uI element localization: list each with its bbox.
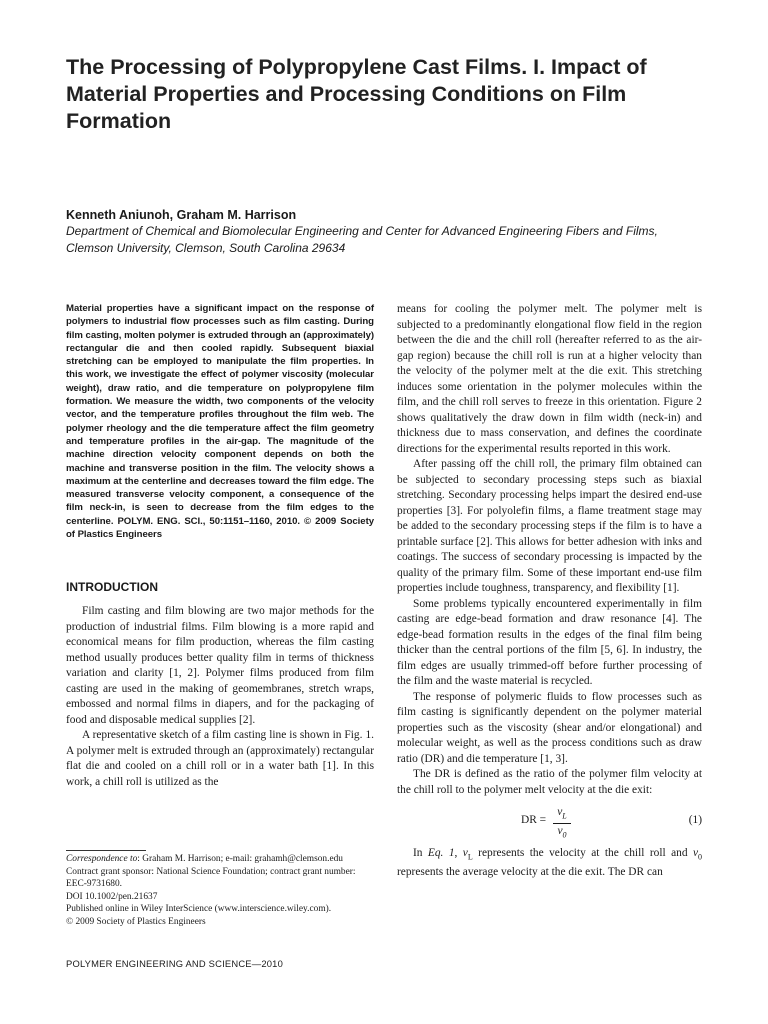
body-paragraph: Some problems typically encountered experimentally in film casting are edge-bead formation and draw resonance [4]. The edge-bead formation results in the edges of the final film being thicker than the central portions of the film [5, 6]. In industry, the film edges are usually trimmed-off before further processing of the film and the waste material is recycled. [397,597,702,687]
left-column [66,302,374,790]
text-run: represents the velocity at the chill roll and [472,847,693,859]
body-paragraph [397,846,702,880]
section-heading-introduction: INTRODUCTION [66,580,158,595]
numerator-subscript: L [562,811,567,821]
body-paragraph: The response of polymeric fluids to flow processes such as film casting is significantly dependent on the polymer material properties such as the viscosity (shear and/or elongational) and molecular weight, as well as the process conditions such as draw ratio (DR) and die temperature [1, 3]. [397,690,702,765]
body-paragraph: After passing off the chill roll, the primary film obtained can be subjected to secondary processing steps such as biaxial stretching. Secondary processing helps impart the desired end-use properties [3]. For polyolefin films, a flame treatment stage may be added to the secondary processing steps if the film is to have a printable surface [2]. This allows for better adhesion with inks and coatings. The success of secondary processing is impacted by the quality of the primary film. Some of these important end-use film properties include toughness, transparency, and flexibility [1]. [397,458,702,594]
copyright-note: © 2009 Society of Plastics Engineers [66,916,206,927]
footnote-divider [66,850,146,851]
correspondence-text: : Graham M. Harrison; e-mail: grahamh@clemson.edu [137,854,343,864]
variable: v [462,847,468,859]
variable: v [692,847,698,859]
grant-note: Contract grant sponsor: National Science Foundation; contract grant number: EEC-9731680. [66,866,356,890]
doi-note: DOI 10.1002/pen.21637 [66,891,158,902]
denominator-variable: v [557,825,563,838]
equation-1 [397,806,702,840]
text-run: , [454,847,463,859]
journal-footer: POLYMER ENGINEERING AND SCIENCE—2010 [66,958,283,969]
body-paragraph: A representative sketch of a film casting line is shown in Fig. 1. A polymer melt is extruded through an (approximately) rectangular flat die and cooled on a chill roll or in a water bath [1]. In this work, a chill roll is utilized as the [66,729,374,788]
footnotes [66,853,374,929]
numerator-variable: v [557,806,563,818]
author-list: Kenneth Aniunoh, Graham M. Harrison [66,208,297,222]
right-column [397,302,702,880]
equation-fraction [553,806,571,842]
body-paragraph: means for cooling the polymer melt. The polymer melt is subjected to a predominantly elongational flow field in the region between the die and the chill roll (hereafter referred to as the air-gap region) because the chill roll is run at a higher velocity than the velocity of the polymer melt at the die exit. This stretching induces some orientation in the polymer molecules within the film, and the chill roll serves to freeze in this orientation. Figure 2 shows qualitatively the draw down in film width (neck-in) and thickness due to mass conservation, and defines the coordinate directions for the experimental results reported in this work. [397,303,702,455]
text-run: In [413,847,428,859]
denominator-subscript: 0 [562,830,567,840]
equation-denominator [553,824,571,841]
abstract: Material properties have a significant impact on the response of polymers to industrial flow processes such as film casting. During film casting, molten polymer is extruded through an (approximately) rectangular die and then cooled rapidly. Subsequent biaxial stretching can be employed to manipulate the film properties. In this work, we investigate the effect of polymer viscosity (molecular weight), draw ratio, and die temperature on polypropylene film formation. We measure the width, two components of the velocity vector, and the temperature profiles throughout the film web. The polymer rheology and the die temperature affect the film geometry and temperature profiles in the air-gap. The magnitude of the machine direction velocity component depends on both the machine and transverse position in the film. The velocity shows a maximum at the centerline and decreases toward the film edge. The measured transverse velocity component, a consequence of the film neck-in, is seen to decrease from the film edges to the centerline. POLYM. ENG. SCI., 50:1151–1160, 2010. © 2009 Society of Plastics Engineers [66,303,374,541]
text-run: represents the average velocity at the die exit. The DR can [397,865,663,878]
body-paragraph: The DR is defined as the ratio of the polymer film velocity at the chill roll to the polymer melt velocity at the die exit: [397,768,702,796]
body-paragraph: Film casting and film blowing are two major methods for the production of industrial films. Film blowing is a more rapid and economical means for film production, whereas the film casting method usually produces better quality film in terms of thickness variation and clarity [1, 2]. Polymer films produced from film casting are used in the making of geomembranes, stretch wraps, embossed and normal films in diapers, and for the packaging of food and disposable medical supplies [2]. [66,605,374,726]
correspondence-label: Correspondence to [66,854,138,864]
variable-subscript: 0 [698,852,702,862]
equation-numerator [553,806,571,824]
author-affiliation: Department of Chemical and Biomolecular Engineering and Center for Advanced Engineering Fibers and Films, Clemson University, Clemson, South Carolina 29634 [66,224,658,255]
publication-note: Published online in Wiley InterScience (www.interscience.wiley.com). [66,904,332,915]
correspondence-note [66,853,374,866]
equation-reference: Eq. 1 [427,847,455,859]
equation-number: (1) [688,814,702,826]
variable-subscript: L [467,852,473,862]
paper-title: The Processing of Polypropylene Cast Films. I. Impact of Material Properties and Processing Conditions on Film Formation [66,55,647,133]
equation-lhs: DR = [521,814,547,826]
